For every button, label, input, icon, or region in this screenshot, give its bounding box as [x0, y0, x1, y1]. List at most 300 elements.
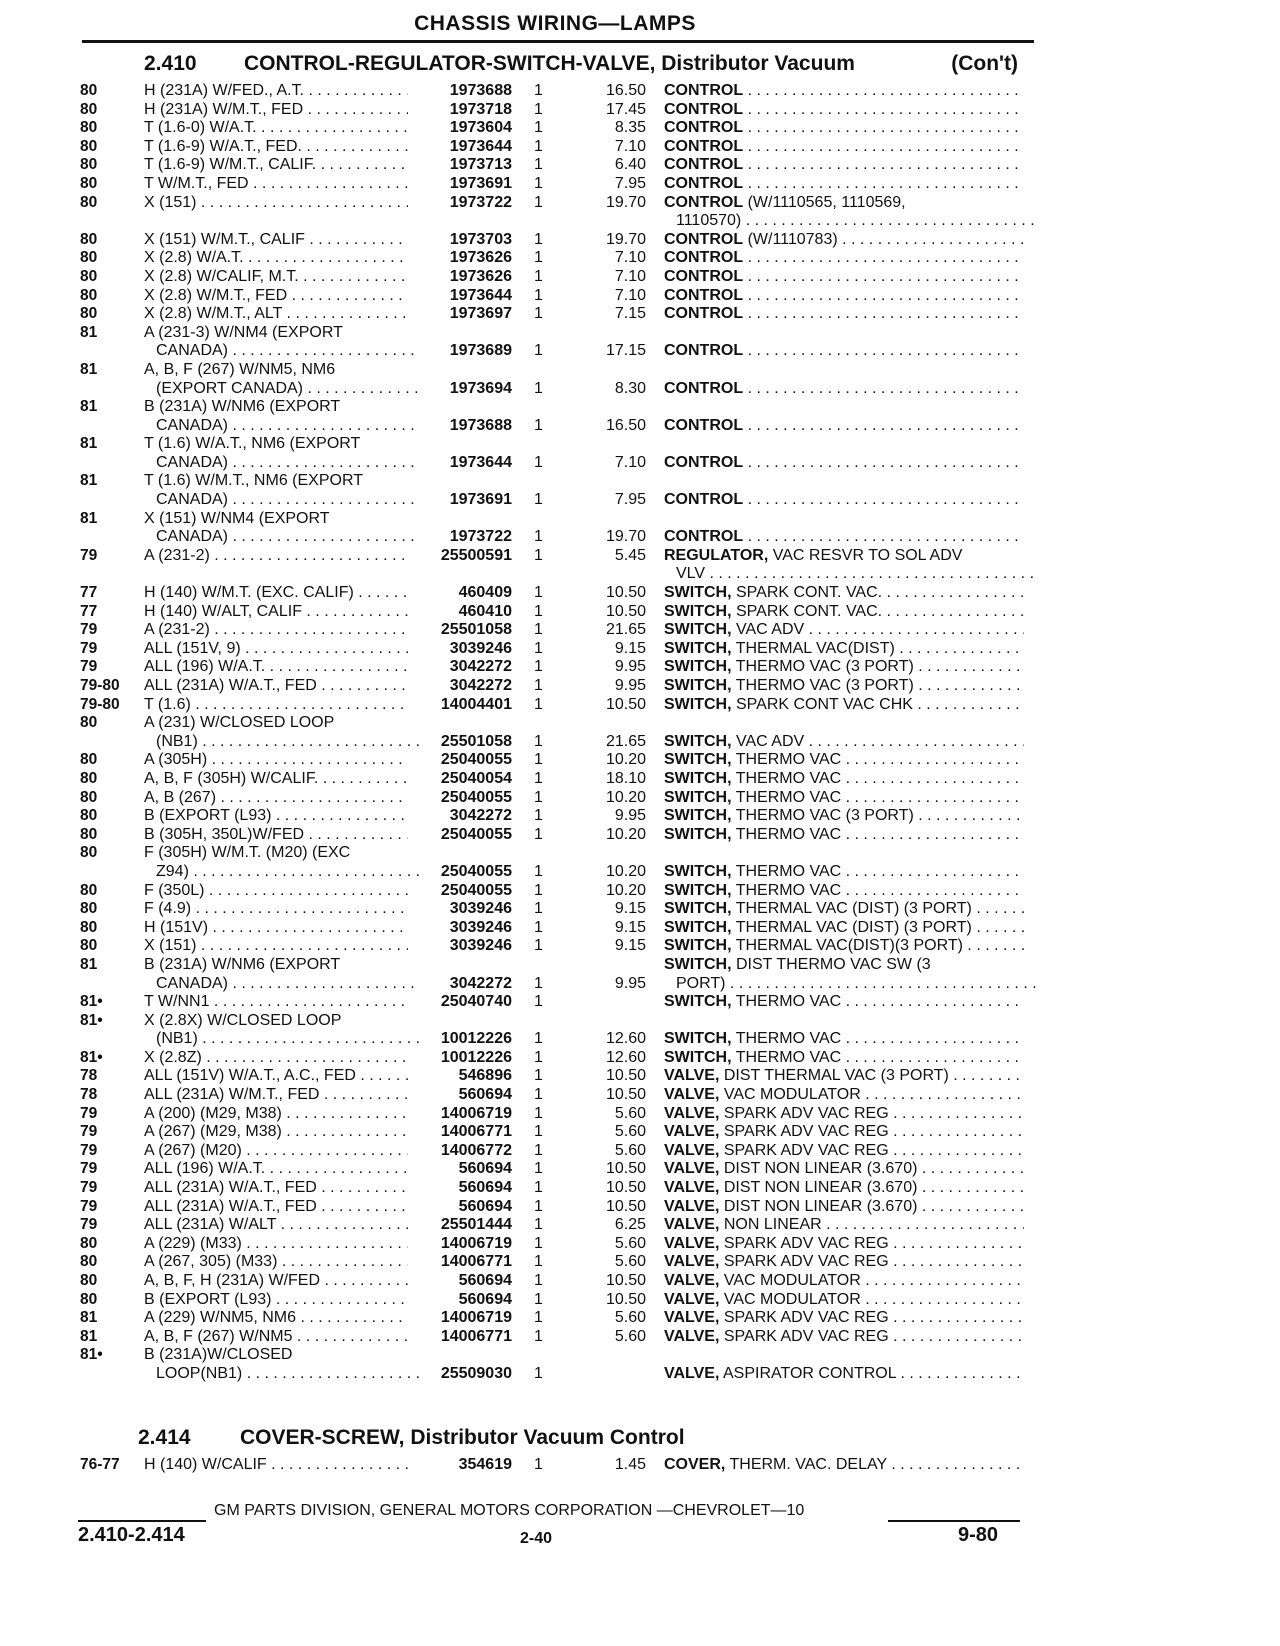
leader-dots: [748, 156, 1024, 173]
table-row: [0, 398, 1280, 435]
application-value: CANADA): [156, 453, 229, 471]
application-value: H (151V): [144, 918, 209, 936]
leader-dots: [198, 1030, 420, 1047]
model-year: 81: [80, 955, 98, 973]
quantity: 1: [534, 1309, 543, 1327]
leader-dots: [917, 1198, 1024, 1215]
part-name-detail: THERMO VAC: [735, 993, 842, 1011]
table-row: [0, 1179, 1280, 1198]
application-value: T W/M.T., FED: [144, 174, 249, 192]
leader-dots: [228, 417, 420, 434]
table-row: [0, 1346, 1280, 1383]
leader-dots: [228, 975, 420, 992]
table-row: [0, 547, 1280, 584]
model-year: 79: [80, 1197, 98, 1215]
part-number: 14006771: [440, 1123, 512, 1141]
quantity: 1: [534, 342, 543, 360]
part-number: 25501058: [440, 621, 512, 639]
leader-dots: [354, 584, 408, 601]
part-number: 3042272: [449, 677, 512, 694]
application-text: [144, 342, 420, 361]
part-name-keyword: VALVE,: [664, 1364, 720, 1382]
application-value: A, B, F (267) W/NM5, NM6: [144, 360, 336, 378]
application-value: CANADA): [156, 974, 229, 992]
application-text: [144, 603, 408, 622]
leader-dots: [208, 919, 408, 936]
quantity: 1: [534, 528, 543, 546]
part-name-detail: DIST NON LINEAR (3.670): [723, 1179, 918, 1197]
table-row: [0, 510, 1280, 547]
model-year: 77: [80, 602, 98, 620]
part-number: 1973604: [449, 119, 512, 137]
quantity: 1: [534, 267, 543, 285]
part-name: [664, 547, 1024, 566]
application-value: X (2.8Z): [144, 1048, 202, 1066]
application-value: LOOP(NB1): [156, 1364, 243, 1382]
table-row: [0, 249, 1280, 268]
part-number: 560694: [458, 1179, 512, 1197]
application-value: X (2.8) W/M.T., FED: [144, 286, 288, 304]
application-value: A, B, F (305H) W/CALIF.: [144, 769, 319, 787]
table-row: [0, 231, 1280, 250]
part-name-detail: SPARK ADV VAC REG: [723, 1327, 889, 1345]
price: 5.60: [614, 1141, 646, 1159]
section-range: 2.410-2.414: [78, 1524, 185, 1546]
part-number: 1973722: [449, 193, 512, 211]
quantity: 1: [534, 491, 543, 509]
part-name-detail: SPARK ADV VAC REG: [723, 1104, 889, 1122]
leader-dots: [895, 640, 1024, 657]
quantity: 1: [534, 974, 543, 992]
application-text: [144, 807, 408, 826]
leader-dots: [304, 826, 408, 843]
part-name: [664, 249, 1024, 268]
model-year: 79-80: [80, 695, 120, 713]
part-name-detail: THERM. VAC. DELAY: [729, 1456, 887, 1473]
table-row: [0, 1160, 1280, 1179]
part-number: 25040055: [440, 825, 512, 843]
page-number: 2-40: [520, 1530, 553, 1547]
leader-dots: [914, 677, 1024, 694]
part-name-detail: VAC ADV: [736, 732, 805, 750]
leader-dots: [242, 1235, 408, 1252]
price: 10.50: [605, 1086, 646, 1104]
part-name: [664, 993, 1024, 1012]
table-row: [0, 937, 1280, 956]
part-number: 1973697: [449, 305, 512, 323]
application-text: [144, 101, 408, 120]
part-number: 10012226: [440, 1048, 512, 1066]
model-year: 81: [80, 435, 98, 453]
part-number: 1973703: [449, 230, 512, 248]
price: 19.70: [605, 193, 646, 211]
quantity: 1: [534, 1030, 543, 1048]
part-number: 460409: [458, 584, 512, 602]
leader-dots: [249, 175, 408, 192]
part-name-detail: VLV: [676, 565, 706, 583]
application-text: [144, 1235, 408, 1254]
table-row: [0, 1049, 1280, 1068]
leader-dots: [841, 863, 1024, 880]
leader-dots: [889, 1328, 1024, 1345]
table-row: [0, 101, 1280, 120]
model-year: 80: [80, 1253, 98, 1271]
quantity: 1: [534, 1216, 543, 1234]
part-number: 3039246: [449, 918, 512, 936]
leader-dots: [861, 1291, 1024, 1308]
application-text: [144, 1123, 408, 1142]
leader-dots: [191, 900, 408, 917]
model-year: 80: [80, 267, 98, 285]
revision-date: 9-80: [958, 1524, 999, 1546]
price: 10.20: [605, 751, 646, 769]
table-row: [0, 603, 1280, 622]
application-text: [144, 1086, 408, 1105]
price: 7.15: [614, 305, 646, 323]
application-value: A (267, 305) (M33): [144, 1253, 278, 1271]
application-value: B (305H, 350L)W/FED: [144, 825, 305, 843]
table-row: [0, 287, 1280, 306]
application-value: H (140) W/CALIF: [144, 1456, 267, 1473]
application-text: [144, 1309, 408, 1328]
part-name-keyword: VALVE,: [664, 1290, 720, 1308]
leader-dots: [210, 547, 408, 564]
leader-dots: [804, 621, 1024, 638]
part-name: [664, 156, 1024, 175]
part-name: [664, 1235, 1024, 1254]
price: 5.60: [614, 1327, 646, 1345]
leader-dots: [841, 882, 1024, 899]
part-name: [664, 1272, 1024, 1291]
leader-dots: [242, 1365, 420, 1382]
quantity: 1: [534, 602, 543, 620]
part-name: [664, 1049, 1024, 1068]
part-name-keyword: CONTROL: [664, 193, 744, 211]
footer-rule: [78, 1520, 206, 1522]
part-number: 14006719: [440, 1234, 512, 1252]
application-text: [144, 435, 408, 454]
part-name: [664, 677, 1024, 696]
table-row: [0, 268, 1280, 287]
table-row: [0, 714, 1280, 751]
model-year: 80: [80, 844, 98, 862]
leader-dots: [282, 1123, 408, 1140]
application-value: X (151): [144, 193, 197, 211]
table-row: [0, 138, 1280, 157]
application-text: [144, 658, 408, 677]
part-name-detail: DIST NON LINEAR (3.670): [723, 1160, 918, 1178]
part-name-keyword: CONTROL: [664, 379, 744, 397]
section-number: 2.414: [138, 1426, 191, 1449]
leader-dots: [725, 975, 1036, 992]
application-value: ALL (231A) W/A.T., FED: [144, 1179, 317, 1197]
leader-dots: [748, 82, 1024, 99]
application-text: [144, 287, 408, 306]
quantity: 1: [534, 1086, 543, 1104]
part-name: [664, 900, 1024, 919]
application-text: [144, 380, 420, 399]
quantity: 1: [534, 1048, 543, 1066]
part-number: 1973691: [449, 174, 512, 192]
leader-dots: [748, 101, 1024, 118]
price: 9.15: [614, 900, 646, 918]
part-number: 354619: [458, 1456, 512, 1473]
model-year: 79: [80, 1104, 98, 1122]
application-value: ALL (231A) W/M.T., FED: [144, 1086, 320, 1104]
model-year: 80: [80, 249, 98, 267]
application-text: [144, 249, 408, 268]
price: 6.25: [614, 1216, 646, 1234]
part-name-keyword: SWITCH,: [664, 955, 732, 973]
part-name-keyword: SWITCH,: [664, 658, 732, 676]
part-name-keyword: VALVE,: [664, 1309, 720, 1327]
price: 9.15: [614, 937, 646, 955]
model-year: 80: [80, 156, 98, 174]
quantity: 1: [534, 1067, 543, 1085]
section-number: 2.410: [144, 52, 197, 75]
model-year: 80: [80, 769, 98, 787]
part-name: [664, 733, 1024, 752]
part-name-keyword: SWITCH,: [664, 825, 732, 843]
model-year: 79: [80, 658, 98, 676]
model-year: 78: [80, 1086, 98, 1104]
model-year: 79: [80, 639, 98, 657]
application-text: [144, 863, 420, 882]
table-row: [0, 993, 1280, 1012]
application-value: A (267) (M29, M38): [144, 1123, 282, 1141]
part-name: [664, 807, 1024, 826]
part-number: 3042272: [449, 807, 512, 825]
model-year: 79: [80, 546, 98, 564]
price: 10.20: [605, 788, 646, 806]
leader-dots: [748, 305, 1024, 322]
application-text: [144, 900, 408, 919]
application-text: [144, 937, 408, 956]
application-text: [144, 1160, 408, 1179]
price: 9.95: [614, 974, 646, 992]
part-name: [664, 101, 1024, 120]
part-name-keyword: CONTROL: [664, 416, 744, 434]
quantity: 1: [534, 174, 543, 192]
continued-label: (Con't): [951, 52, 1018, 75]
application-value: X (151): [144, 937, 197, 955]
table-row: [0, 826, 1280, 845]
model-year: 80: [80, 918, 98, 936]
part-name-keyword: SWITCH,: [664, 788, 732, 806]
application-value: B (EXPORT (L93): [144, 807, 272, 825]
leader-dots: [204, 882, 408, 899]
leader-dots: [748, 491, 1024, 508]
quantity: 1: [534, 1364, 543, 1382]
section-title: [144, 52, 1034, 76]
application-text: [144, 844, 408, 863]
price: 10.50: [605, 1160, 646, 1178]
part-name-continued: [664, 975, 1036, 994]
part-number: 560694: [458, 1160, 512, 1178]
model-year: 81: [80, 323, 98, 341]
price: 6.40: [614, 156, 646, 174]
application-text: [144, 361, 408, 380]
application-value: A (229) W/NM5, NM6: [144, 1309, 297, 1327]
leader-dots: [949, 1067, 1024, 1084]
leader-dots: [189, 863, 420, 880]
part-name: [664, 454, 1024, 473]
quantity: 1: [534, 379, 543, 397]
leader-dots: [841, 1049, 1024, 1066]
quantity: 1: [534, 416, 543, 434]
quantity: 1: [534, 1253, 543, 1271]
leader-dots: [244, 249, 408, 266]
part-name-continued: [664, 565, 1036, 584]
application-text: [144, 1030, 420, 1049]
application-text: [144, 1272, 408, 1291]
table-row: [0, 361, 1280, 398]
price: 5.60: [614, 1234, 646, 1252]
price: 9.95: [614, 807, 646, 825]
part-name-keyword: CONTROL: [664, 249, 744, 267]
table-row: [0, 1067, 1280, 1086]
application-text: [144, 1105, 408, 1124]
application-text: [144, 1142, 408, 1161]
quantity: 1: [534, 658, 543, 676]
model-year: 80: [80, 825, 98, 843]
part-name: [664, 491, 1024, 510]
quantity: 1: [534, 584, 543, 602]
application-value: A (200) (M29, M38): [144, 1104, 282, 1122]
application-value: T W/NN1: [144, 993, 210, 1011]
part-name-detail: SPARK ADV VAC REG: [723, 1123, 889, 1141]
part-name-detail: SPARK ADV VAC REG: [723, 1309, 889, 1327]
application-text: [144, 138, 408, 157]
price: 10.50: [605, 1272, 646, 1289]
part-number: 560694: [458, 1290, 512, 1308]
application-value: H (231A) W/FED., A.T.: [144, 82, 305, 99]
model-year: 77: [80, 584, 98, 602]
part-number: 14006719: [440, 1309, 512, 1327]
quantity: 1: [534, 1160, 543, 1178]
part-name-keyword: VALVE,: [664, 1067, 720, 1085]
leader-dots: [889, 1235, 1024, 1252]
table-row: [0, 584, 1280, 603]
application-text: [144, 640, 408, 659]
model-year: 79: [80, 1160, 98, 1178]
part-name-detail: DIST THERMAL VAC (3 PORT): [723, 1067, 949, 1085]
price: 5.60: [614, 1104, 646, 1122]
part-name-detail: VAC MODULATOR: [723, 1272, 861, 1289]
part-number: 560694: [458, 1272, 512, 1289]
part-name-keyword: SWITCH,: [664, 937, 732, 955]
model-year: 80: [80, 1272, 98, 1289]
model-year: 81•: [80, 1346, 103, 1364]
part-number: 25040055: [440, 881, 512, 899]
part-name: [664, 194, 1024, 213]
quantity: 1: [534, 1104, 543, 1122]
leader-dots: [889, 1123, 1024, 1140]
application-text: [144, 324, 408, 343]
quantity: 1: [534, 677, 543, 694]
part-name-keyword: SWITCH,: [664, 695, 732, 713]
part-name-keyword: SWITCH,: [664, 584, 732, 602]
model-year: 81•: [80, 993, 103, 1011]
part-name-detail: THERMAL VAC (DIST) (3 PORT): [735, 900, 972, 918]
part-name-detail: THERMO VAC (3 PORT): [735, 658, 914, 676]
quantity: 1: [534, 825, 543, 843]
model-year: 80: [80, 751, 98, 769]
part-name-detail: DIST THERMO VAC SW (3: [736, 955, 931, 973]
part-name-detail: VAC MODULATOR: [723, 1290, 861, 1308]
part-name-detail: THERMO VAC: [735, 862, 842, 880]
leader-dots: [202, 1049, 408, 1066]
part-name-keyword: REGULATOR,: [664, 546, 769, 564]
part-number: 14006771: [440, 1253, 512, 1271]
leader-dots: [748, 119, 1024, 136]
part-name-keyword: VALVE,: [664, 1123, 720, 1141]
leader-dots: [748, 417, 1024, 434]
model-year: 80: [80, 714, 98, 732]
application-value: X (151) W/M.T., CALIF: [144, 230, 305, 248]
part-name-detail: SPARK ADV VAC REG: [723, 1253, 889, 1271]
part-number: 1973626: [449, 267, 512, 285]
leader-dots: [296, 1309, 408, 1326]
part-name: [664, 380, 1024, 399]
part-name-detail: THERMO VAC: [735, 769, 842, 787]
price: 10.50: [605, 695, 646, 713]
part-name-keyword: VALVE,: [664, 1104, 720, 1122]
application-value: T (1.6) W/M.T., NM6 (EXPORT: [144, 472, 363, 490]
leader-dots: [889, 1105, 1024, 1122]
application-value: ALL (231A) W/A.T., FED: [144, 677, 317, 694]
part-name-keyword: CONTROL: [664, 230, 744, 248]
leader-dots: [302, 138, 408, 155]
application-value: X (2.8) W/A.T.: [144, 249, 244, 267]
part-name: [664, 1198, 1024, 1217]
model-year: 81: [80, 1309, 98, 1327]
quantity: 1: [534, 769, 543, 787]
application-value: X (2.8X) W/CLOSED LOOP: [144, 1011, 342, 1029]
part-name: [664, 1142, 1024, 1161]
table-row: [0, 305, 1280, 324]
part-number: 1973688: [449, 82, 512, 99]
application-value: X (2.8) W/CALIF, M.T.: [144, 267, 299, 285]
part-number: 1973644: [449, 286, 512, 304]
part-name-detail: PORT): [676, 974, 726, 992]
leader-dots: [292, 1328, 408, 1345]
part-name-keyword: CONTROL: [664, 100, 744, 118]
parts-list: [0, 1456, 1280, 1475]
quantity: 1: [534, 193, 543, 211]
price: 18.10: [605, 769, 646, 787]
price: 9.15: [614, 639, 646, 657]
price: 1.45: [614, 1456, 646, 1473]
table-row: [0, 844, 1280, 881]
quantity: 1: [534, 621, 543, 639]
leader-dots: [748, 342, 1024, 359]
leader-dots: [861, 1272, 1024, 1289]
application-value: H (140) W/ALT, CALIF: [144, 602, 302, 620]
price: 12.60: [605, 1030, 646, 1048]
leader-dots: [191, 696, 408, 713]
part-name: [664, 1291, 1024, 1310]
part-name: [664, 919, 1024, 938]
part-name-keyword: CONTROL: [664, 286, 744, 304]
part-name: [664, 621, 1024, 640]
part-number: 25500591: [440, 546, 512, 564]
leader-dots: [317, 1179, 408, 1196]
application-text: [144, 696, 408, 715]
part-name-keyword: SWITCH,: [664, 993, 732, 1011]
application-text: [144, 268, 408, 287]
leader-dots: [265, 1160, 408, 1177]
